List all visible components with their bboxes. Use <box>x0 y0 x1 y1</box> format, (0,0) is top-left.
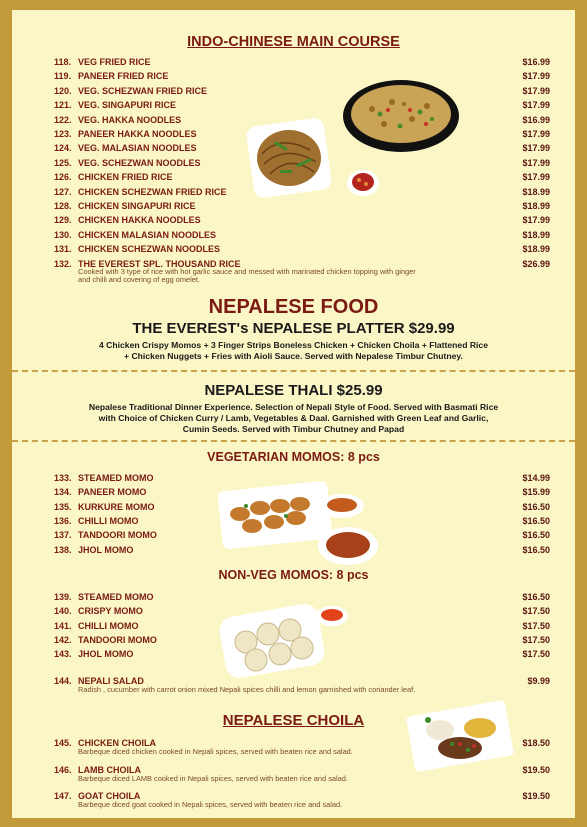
item-name: TANDOORI MOMO <box>78 634 157 645</box>
thali-desc-line-3: Cumin Seeds. Served with Timbur Chutney and Papad <box>182 424 405 434</box>
item-price: $17.99 <box>522 215 550 226</box>
item-number: 122. <box>54 114 72 125</box>
item-number: 131. <box>54 244 72 255</box>
platter-desc-line-1: 4 Chicken Crispy Momos + 3 Finger Strips Boneless Chicken + Chicken Choila + Flattened Rice <box>99 340 488 350</box>
item-price: $16.50 <box>522 544 550 555</box>
item-price: $19.50 <box>522 764 550 775</box>
item-price: $14.99 <box>522 473 550 483</box>
item-price: $17.50 <box>522 634 550 645</box>
item-price: $18.50 <box>522 738 550 748</box>
menu-page <box>12 10 575 818</box>
item-name: CHICKEN FRIED RICE <box>78 172 173 183</box>
item-price: $16.50 <box>522 530 550 541</box>
item-price: $17.99 <box>522 157 550 168</box>
item-name: CHICKEN SCHEZWAN NOODLES <box>78 244 221 255</box>
menu-item <box>54 71 550 82</box>
item-price: $18.99 <box>522 229 550 240</box>
item-desc: Barbeque diced LAMB cooked in Nepali spices, served with beaten rice and salad. <box>78 773 348 783</box>
sauce-bowl-image <box>346 168 380 198</box>
choila-plate-image <box>404 700 516 772</box>
veg-momos-plate-image <box>216 476 384 572</box>
section-title-veg-momos: VEGETARIAN MOMOS: 8 pcs <box>207 450 380 464</box>
item-number: 121. <box>54 100 72 111</box>
item-number: 135. <box>54 501 72 512</box>
item-number: 128. <box>54 201 72 211</box>
item-name: NEPALI SALAD <box>78 676 144 686</box>
item-name: CHICKEN SINGAPURI RICE <box>78 201 196 211</box>
item-name: CHILLI MOMO <box>78 515 139 526</box>
item-price: $17.99 <box>522 172 550 183</box>
item-name: VEG. SINGAPURI RICE <box>78 100 177 111</box>
item-number: 120. <box>54 85 72 96</box>
thali-desc-line-1: Nepalese Traditional Dinner Experience. Selection of Nepali Style of Food. Served with Basmati Rice <box>88 402 499 412</box>
item-name: VEG. HAKKA NOODLES <box>78 114 182 125</box>
item-number: 123. <box>54 129 72 139</box>
item-price: $17.99 <box>522 100 550 111</box>
item-desc: Barbeque diced goat cooked in Nepali spices, served with beaten rice and salad. <box>78 800 343 809</box>
section-title-indo-chinese: INDO-CHINESE MAIN COURSE <box>187 34 400 50</box>
menu-item <box>54 57 550 68</box>
item-desc: Barbeque diced chicken cooked in Nepali spices, served with beaten rice and salad. <box>78 747 353 756</box>
item-number: 145. <box>54 738 72 748</box>
item-price: $16.99 <box>522 114 550 125</box>
item-number: 134. <box>54 487 72 498</box>
item-number: 125. <box>54 157 72 168</box>
divider <box>12 370 575 372</box>
item-price: $16.50 <box>522 515 550 526</box>
item-name: CRISPY MOMO <box>78 606 143 617</box>
item-price: $16.50 <box>522 501 550 512</box>
item-name: TANDOORI MOMO <box>78 530 157 541</box>
item-price: $17.99 <box>522 143 550 154</box>
item-price: $19.50 <box>522 791 550 801</box>
menu-item <box>54 230 550 241</box>
item-name: PANEER HAKKA NOODLES <box>78 129 197 139</box>
menu-item <box>54 244 550 255</box>
item-name: CHICKEN HAKKA NOODLES <box>78 215 201 226</box>
item-number: 119. <box>54 71 72 82</box>
thali-desc-line-2: with Choice of Chicken Curry / Lamb, Vegetables & Daal. Garnished with Green Leaf and Garlic, <box>98 413 489 423</box>
platter-desc-line-2: + Chicken Nuggets + Fries with Aioli Sauce. Served with Nepalese Timbur Chutney. <box>124 351 463 361</box>
item-number: 138. <box>54 544 72 555</box>
item-price: $17.99 <box>522 85 550 96</box>
item-132-desc-line-2: and chilli and covering of egg omelet. <box>78 275 201 284</box>
item-price: $16.99 <box>522 57 550 67</box>
item-price: $18.99 <box>522 201 550 211</box>
item-number: 124. <box>54 143 72 154</box>
item-number: 141. <box>54 620 72 631</box>
section-title-choila: NEPALESE CHOILA <box>222 712 365 729</box>
item-number: 139. <box>54 592 72 602</box>
item-number: 126. <box>54 172 72 183</box>
item-name: CHICKEN MALASIAN NOODLES <box>78 229 217 240</box>
item-name: THE EVEREST SPL. THOUSAND RICE <box>78 258 241 269</box>
section-title-nepalese: NEPALESE FOOD <box>208 296 379 318</box>
menu-item <box>54 86 550 97</box>
item-name: VEG. MALASIAN NOODLES <box>78 143 197 154</box>
thali-title: NEPALESE THALI $25.99 <box>204 382 383 399</box>
noodles-plate-image <box>240 114 338 200</box>
section-title-nonveg-momos: NON-VEG MOMOS: 8 pcs <box>218 568 369 582</box>
item-number: 130. <box>54 229 72 240</box>
item-number: 146. <box>54 764 72 775</box>
item-name: VEG. SCHEZWAN NOODLES <box>78 157 201 168</box>
item-number: 133. <box>54 473 72 483</box>
item-number: 140. <box>54 606 72 617</box>
item-number: 144. <box>54 676 72 686</box>
item-name: CHICKEN SCHEZWAN FRIED RICE <box>78 186 227 197</box>
item-price: $15.99 <box>522 487 550 498</box>
salad-desc: Radish , cucumber with carrot onion mixed Nepali spices chilli and lemon garnished with coriander leaf. <box>78 685 416 694</box>
item-number: 132. <box>54 258 72 269</box>
item-price: $17.50 <box>522 649 550 660</box>
item-name: JHOL MOMO <box>78 544 134 555</box>
item-name: CHICKEN CHOILA <box>78 738 156 748</box>
item-name: STEAMED MOMO <box>78 592 154 602</box>
item-name: VEG FRIED RICE <box>78 57 151 67</box>
item-number: 136. <box>54 515 72 526</box>
item-number: 127. <box>54 186 72 197</box>
item-price: $17.50 <box>522 620 550 631</box>
item-number: 129. <box>54 215 72 226</box>
item-number: 147. <box>54 791 72 801</box>
menu-item <box>54 201 550 212</box>
item-price: $17.99 <box>522 129 550 139</box>
item-price: $9.99 <box>527 676 550 686</box>
item-price: $18.99 <box>522 244 550 255</box>
item-price: $26.99 <box>522 258 550 269</box>
item-name: PANEER MOMO <box>78 487 147 498</box>
item-number: 118. <box>54 57 72 67</box>
item-price: $17.50 <box>522 606 550 617</box>
item-name: KURKURE MOMO <box>78 501 155 512</box>
item-name: CHILLI MOMO <box>78 620 139 631</box>
item-price: $16.50 <box>522 592 550 602</box>
item-name: VEG. SCHEZWAN FRIED RICE <box>78 85 208 96</box>
item-name: GOAT CHOILA <box>78 791 141 801</box>
item-number: 142. <box>54 634 72 645</box>
fried-rice-plate-image <box>342 74 460 154</box>
nonveg-momos-plate-image <box>216 598 350 682</box>
item-name: LAMB CHOILA <box>78 764 141 775</box>
item-name: STEAMED MOMO <box>78 473 154 483</box>
item-name: JHOL MOMO <box>78 649 134 660</box>
item-name: PANEER FRIED RICE <box>78 71 169 82</box>
item-132-desc-line-1: Cooked with 3 type of rice with hot garlic sauce and messed with marinated chicken topping with ginger <box>78 267 416 276</box>
divider <box>12 440 575 442</box>
item-price: $17.99 <box>522 71 550 82</box>
platter-title: THE EVEREST's NEPALESE PLATTER $29.99 <box>132 320 455 337</box>
menu-item <box>54 100 550 111</box>
item-price: $18.99 <box>522 186 550 197</box>
item-number: 143. <box>54 649 72 660</box>
menu-item <box>54 215 550 226</box>
item-number: 137. <box>54 530 72 541</box>
